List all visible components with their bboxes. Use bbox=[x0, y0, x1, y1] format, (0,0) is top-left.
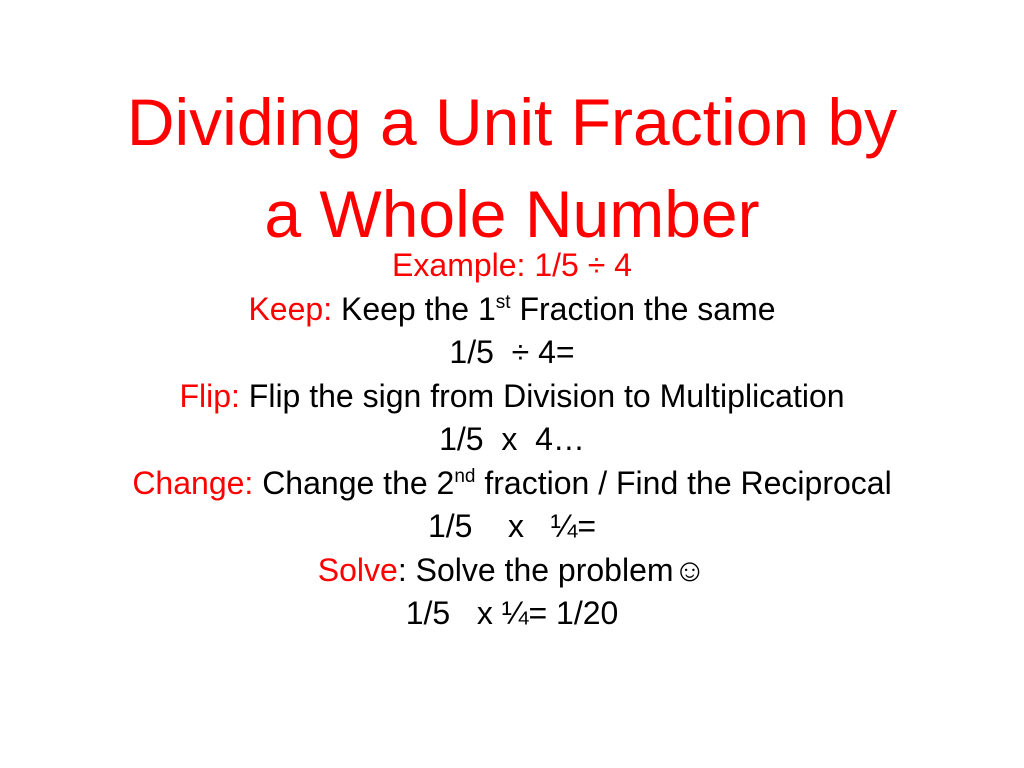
slide-title bbox=[40, 76, 984, 260]
keep-label: Keep: bbox=[248, 290, 333, 327]
flip-label: Flip: bbox=[179, 377, 240, 414]
change-step bbox=[20, 462, 1004, 506]
slide-body bbox=[20, 244, 1004, 636]
change-text-before: Change the 2 bbox=[253, 464, 455, 501]
solve-label: Solve bbox=[317, 551, 398, 588]
flip-expression: 1/5 x 4… bbox=[439, 421, 585, 457]
solve-step bbox=[20, 549, 1004, 593]
example-line: Example: 1/5 ÷ 4 bbox=[392, 247, 632, 283]
flip-text: Flip the sign from Division to Multiplication bbox=[239, 377, 845, 414]
title-line-1: Dividing a Unit Fraction by bbox=[126, 85, 898, 159]
title-line-2: a Whole Number bbox=[264, 177, 760, 251]
change-label: Change: bbox=[132, 464, 254, 501]
change-expression: 1/5 x ¼= bbox=[427, 508, 597, 544]
change-superscript: nd bbox=[454, 465, 476, 487]
keep-step bbox=[20, 288, 1004, 332]
solve-expression: 1/5 x ¼= 1/20 bbox=[405, 595, 619, 631]
keep-text-before: Keep the 1 bbox=[332, 290, 496, 327]
change-text-after: fraction / Find the Reciprocal bbox=[475, 464, 892, 501]
solve-text: : Solve the problem☺ bbox=[397, 551, 707, 588]
keep-text-after: Fraction the same bbox=[510, 290, 776, 327]
flip-step bbox=[20, 375, 1004, 419]
keep-expression: 1/5 ÷ 4= bbox=[449, 334, 575, 370]
keep-superscript: st bbox=[495, 291, 511, 313]
